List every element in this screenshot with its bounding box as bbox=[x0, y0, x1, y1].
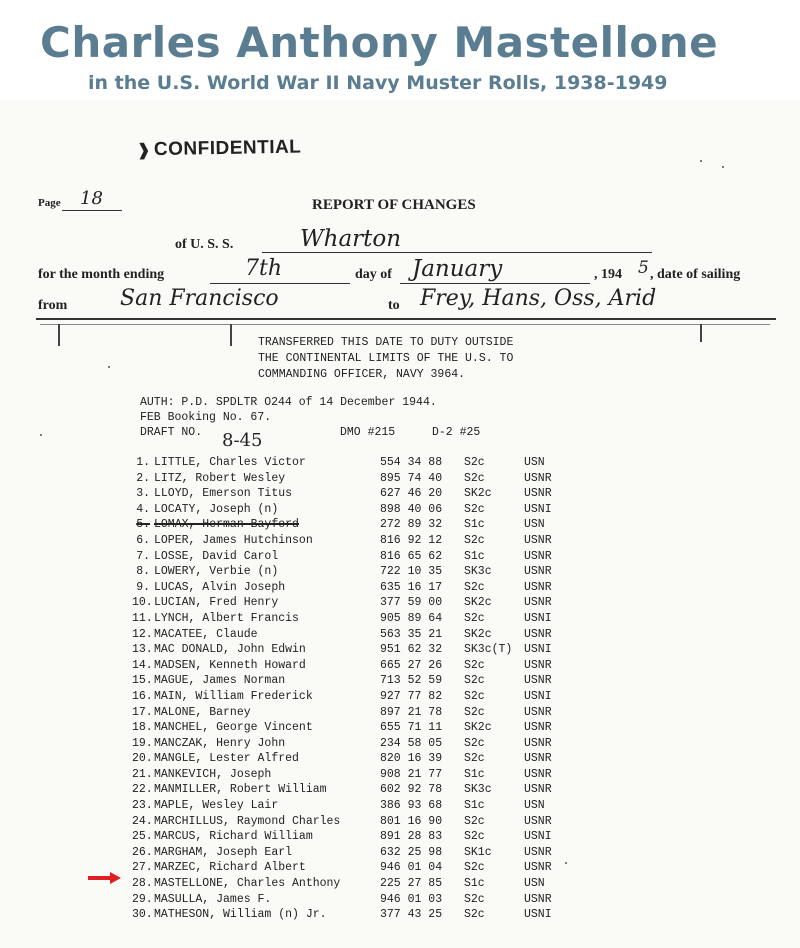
ship-value: Wharton bbox=[300, 226, 402, 252]
roster-row bbox=[132, 861, 592, 877]
draft-hand: 8-45 bbox=[222, 430, 263, 451]
draft-label: DRAFT NO. bbox=[140, 426, 203, 439]
roster-branch: USNR bbox=[524, 471, 552, 485]
year-prefix: , 194 bbox=[594, 267, 622, 282]
month-underline bbox=[400, 283, 590, 284]
roster-rate: S2c bbox=[464, 705, 485, 719]
roster-row bbox=[132, 674, 592, 690]
roster-row bbox=[132, 908, 592, 924]
roster-name: MATHESON, William (n) Jr. bbox=[154, 908, 327, 922]
roster-name: MAPLE, Wesley Lair bbox=[154, 799, 279, 813]
roster-name: MANKEVICH, Joseph bbox=[154, 767, 272, 781]
roster-num: 30. bbox=[132, 908, 153, 922]
roster-name: MANGLE, Lester Alfred bbox=[154, 752, 299, 766]
roster-name: MARCHILLUS, Raymond Charles bbox=[154, 814, 341, 828]
page-subtitle: in the U.S. World War II Navy Muster Rolls, 1938-1949 bbox=[88, 72, 668, 94]
roster-service-number: 234 58 05 bbox=[380, 736, 443, 750]
roster-name: LOSSE, David Carol bbox=[154, 549, 279, 563]
roster-num: 20. bbox=[132, 752, 153, 766]
roster-num: 11. bbox=[132, 611, 153, 625]
roster-service-number: 722 10 35 bbox=[380, 565, 443, 579]
roster-rate: S2c bbox=[464, 814, 485, 828]
roster-branch: USNR bbox=[524, 814, 552, 828]
roster-name: MARZEC, Richard Albert bbox=[154, 861, 306, 875]
roster-num: 21. bbox=[132, 767, 153, 781]
roster-service-number: 895 74 40 bbox=[380, 471, 443, 485]
roster-row bbox=[132, 877, 592, 893]
dmo-label: DMO #215 bbox=[340, 426, 396, 439]
red-arrow-icon bbox=[88, 871, 122, 885]
roster-branch: USNR bbox=[524, 487, 552, 501]
roster-branch: USNR bbox=[524, 658, 552, 672]
speck bbox=[40, 434, 42, 436]
roster-row bbox=[132, 565, 592, 581]
roster-rate: S2c bbox=[464, 908, 485, 922]
roster-service-number: 563 35 21 bbox=[380, 627, 443, 641]
roster-service-number: 713 52 59 bbox=[380, 674, 443, 688]
page-title: Charles Anthony Mastellone bbox=[40, 18, 719, 67]
roster-num: 1. bbox=[136, 456, 150, 469]
roster-num: 17. bbox=[132, 705, 153, 719]
roster-row bbox=[132, 487, 592, 503]
roster-row bbox=[132, 581, 592, 597]
roster-num: 19. bbox=[132, 736, 153, 750]
roster-name: LOWERY, Verbie (n) bbox=[154, 565, 279, 579]
roster-branch: USNR bbox=[524, 705, 552, 719]
roster-name: MALONE, Barney bbox=[154, 705, 251, 719]
roster-name: MANMILLER, Robert William bbox=[154, 783, 327, 797]
roster-num: 2. bbox=[136, 471, 150, 485]
roster-num: 13. bbox=[132, 643, 153, 657]
roster-name: LYNCH, Albert Francis bbox=[154, 611, 299, 625]
roster-row bbox=[132, 768, 592, 784]
month-value: January bbox=[412, 256, 503, 282]
roster-num: 22. bbox=[132, 783, 153, 797]
page-label: Page bbox=[38, 197, 61, 209]
roster-num: 23. bbox=[132, 799, 153, 813]
roster-service-number: 627 46 20 bbox=[380, 487, 443, 501]
feb-line: FEB Booking No. 67. bbox=[140, 411, 272, 424]
roster-branch: USNI bbox=[524, 830, 552, 844]
roster-rate: S2c bbox=[464, 502, 485, 516]
month-label: for the month ending bbox=[38, 267, 165, 282]
roster-name: MASTELLONE, Charles Anthony bbox=[154, 877, 341, 891]
roster-num: 12. bbox=[132, 627, 153, 641]
year-value: 5 bbox=[638, 258, 649, 278]
roster-branch: USNI bbox=[524, 908, 552, 922]
roster-name: LUCAS, Alvin Joseph bbox=[154, 580, 286, 594]
to-label: to bbox=[388, 298, 400, 313]
roster-rate: S2c bbox=[464, 611, 485, 625]
roster-service-number: 554 34 88 bbox=[380, 456, 443, 469]
roster-row bbox=[132, 690, 592, 706]
roster-service-number: 632 25 98 bbox=[380, 845, 443, 859]
roster-row bbox=[132, 659, 592, 675]
roster-row bbox=[132, 752, 592, 768]
roster-branch: USNR bbox=[524, 752, 552, 766]
roster-branch: USNR bbox=[524, 565, 552, 579]
roster-branch: USNI bbox=[524, 643, 552, 657]
roster-rate: S1c bbox=[464, 799, 485, 813]
day-value: 7th bbox=[245, 256, 283, 281]
roster-service-number: 927 77 82 bbox=[380, 689, 443, 703]
roster-rate: S2c bbox=[464, 736, 485, 750]
roster-name: MAGUE, James Norman bbox=[154, 674, 286, 688]
roster-row bbox=[132, 518, 592, 534]
roster-service-number: 816 92 12 bbox=[380, 533, 443, 547]
roster-num: 6. bbox=[136, 533, 150, 547]
roster-service-number: 272 89 32 bbox=[380, 518, 443, 532]
roster-service-number: 898 40 06 bbox=[380, 502, 443, 516]
roster-branch: USNR bbox=[524, 533, 552, 547]
roster-branch: USNI bbox=[524, 689, 552, 703]
transfer-line-3: COMMANDING OFFICER, NAVY 3964. bbox=[258, 368, 466, 381]
roster-list bbox=[132, 456, 592, 924]
roster-branch: USNR bbox=[524, 783, 552, 797]
roster-row bbox=[132, 893, 592, 909]
roster-service-number: 820 16 39 bbox=[380, 752, 443, 766]
roster-name: LOCATY, Joseph (n) bbox=[154, 502, 279, 516]
roster-service-number: 946 01 03 bbox=[380, 892, 443, 906]
roster-row bbox=[132, 550, 592, 566]
roster-rate: S2c bbox=[464, 892, 485, 906]
report-title: REPORT OF CHANGES bbox=[312, 197, 476, 213]
speck bbox=[700, 160, 702, 162]
roster-branch: USNR bbox=[524, 861, 552, 875]
roster-name: MARGHAM, Joseph Earl bbox=[154, 845, 293, 859]
roster-rate: S2c bbox=[464, 471, 485, 485]
roster-row bbox=[132, 799, 592, 815]
roster-row bbox=[132, 503, 592, 519]
roster-branch: USNI bbox=[524, 611, 552, 625]
roster-row bbox=[132, 706, 592, 722]
roster-branch: USNR bbox=[524, 845, 552, 859]
roster-num: 10. bbox=[132, 596, 153, 610]
roster-num: 29. bbox=[132, 892, 153, 906]
roster-rate: S2c bbox=[464, 580, 485, 594]
roster-row bbox=[132, 456, 592, 472]
roster-branch: USNR bbox=[524, 549, 552, 563]
d2-label: D-2 #25 bbox=[432, 426, 481, 439]
roster-rate: SK2c bbox=[464, 487, 492, 501]
roster-rate: S2c bbox=[464, 456, 485, 469]
roster-service-number: 891 28 83 bbox=[380, 830, 443, 844]
roster-rate: SK3c bbox=[464, 565, 492, 579]
roster-service-number: 377 59 00 bbox=[380, 596, 443, 610]
roster-service-number: 377 43 25 bbox=[380, 908, 443, 922]
auth-line: AUTH: P.D. SPDLTR O244 of 14 December 1944. bbox=[140, 396, 437, 409]
roster-row bbox=[132, 846, 592, 862]
roster-rate: SK2c bbox=[464, 721, 492, 735]
page-underline bbox=[62, 210, 122, 211]
roster-rate: S2c bbox=[464, 752, 485, 766]
roster-name: MARCUS, Richard William bbox=[154, 830, 313, 844]
roster-num: 24. bbox=[132, 814, 153, 828]
roster-service-number: 951 62 32 bbox=[380, 643, 443, 657]
day-underline bbox=[210, 283, 350, 284]
roster-row bbox=[132, 737, 592, 753]
roster-num: 8. bbox=[136, 565, 150, 579]
roster-num: 26. bbox=[132, 845, 153, 859]
roster-name: LUCIAN, Fred Henry bbox=[154, 596, 279, 610]
speck bbox=[722, 166, 724, 168]
roster-num: 5. bbox=[136, 518, 150, 532]
roster-name: MADSEN, Kenneth Howard bbox=[154, 658, 306, 672]
roster-rate: S1c bbox=[464, 518, 485, 532]
roster-name: LITTLE, Charles Victor bbox=[154, 456, 306, 469]
roster-branch: USNR bbox=[524, 892, 552, 906]
roster-name: LOPER, James Hutchinson bbox=[154, 533, 313, 547]
roster-name: MACATEE, Claude bbox=[154, 627, 258, 641]
transfer-line-1: TRANSFERRED THIS DATE TO DUTY OUTSIDE bbox=[258, 336, 514, 349]
confidential-stamp: ❱ CONFIDENTIAL bbox=[137, 137, 302, 162]
roster-num: 27. bbox=[132, 861, 153, 875]
roster-rate: SK3c(T) bbox=[464, 643, 513, 657]
roster-branch: USN bbox=[524, 799, 545, 813]
transfer-line-2: THE CONTINENTAL LIMITS OF THE U.S. TO bbox=[258, 352, 514, 365]
roster-row bbox=[132, 628, 592, 644]
roster-row bbox=[132, 643, 592, 659]
roster-service-number: 946 01 04 bbox=[380, 861, 443, 875]
column-rule-left bbox=[58, 324, 60, 346]
roster-branch: USNR bbox=[524, 627, 552, 641]
roster-branch: USNR bbox=[524, 674, 552, 688]
roster-name: LITZ, Robert Wesley bbox=[154, 471, 286, 485]
roster-row bbox=[132, 830, 592, 846]
roster-service-number: 602 92 78 bbox=[380, 783, 443, 797]
page-value: 18 bbox=[80, 188, 103, 209]
roster-row bbox=[132, 534, 592, 550]
roster-branch: USNI bbox=[524, 502, 552, 516]
from-label: from bbox=[38, 298, 68, 313]
roster-branch: USNR bbox=[524, 721, 552, 735]
roster-service-number: 816 65 62 bbox=[380, 549, 443, 563]
ship-label: of U. S. S. bbox=[175, 237, 234, 252]
roster-service-number: 386 93 68 bbox=[380, 799, 443, 813]
roster-name: MAC DONALD, John Edwin bbox=[154, 643, 306, 657]
roster-service-number: 908 21 77 bbox=[380, 767, 443, 781]
roster-branch: USNR bbox=[524, 596, 552, 610]
roster-service-number: 801 16 90 bbox=[380, 814, 443, 828]
roster-rate: S1c bbox=[464, 877, 485, 891]
roster-rate: S1c bbox=[464, 767, 485, 781]
roster-service-number: 665 27 26 bbox=[380, 658, 443, 672]
roster-rate: S2c bbox=[464, 674, 485, 688]
roster-rate: S1c bbox=[464, 549, 485, 563]
roster-row bbox=[132, 612, 592, 628]
column-rule-right bbox=[700, 324, 702, 342]
roster-branch: USNR bbox=[524, 736, 552, 750]
roster-name: MANCZAK, Henry John bbox=[154, 736, 286, 750]
roster-name: LOMAX, Herman Bayford bbox=[154, 518, 299, 532]
roster-name: MAIN, William Frederick bbox=[154, 689, 313, 703]
roster-rate: S2c bbox=[464, 830, 485, 844]
roster-branch: USN bbox=[524, 456, 545, 469]
roster-rate: SK2c bbox=[464, 627, 492, 641]
roster-num: 14. bbox=[132, 658, 153, 672]
roster-service-number: 905 89 64 bbox=[380, 611, 443, 625]
day-label: day of bbox=[355, 267, 392, 282]
roster-rate: S2c bbox=[464, 658, 485, 672]
header-rule bbox=[36, 318, 776, 320]
to-value: Frey, Hans, Oss, Arid bbox=[420, 286, 657, 311]
roster-num: 4. bbox=[136, 502, 150, 516]
roster-row bbox=[132, 472, 592, 488]
from-value: San Francisco bbox=[120, 286, 279, 311]
roster-row bbox=[132, 721, 592, 737]
roster-num: 15. bbox=[132, 674, 153, 688]
roster-num: 9. bbox=[136, 580, 150, 594]
roster-rate: S2c bbox=[464, 533, 485, 547]
roster-num: 18. bbox=[132, 721, 153, 735]
roster-rate: SK3c bbox=[464, 783, 492, 797]
roster-num: 3. bbox=[136, 487, 150, 501]
column-rule-mid bbox=[230, 324, 232, 346]
roster-num: 16. bbox=[132, 689, 153, 703]
roster-branch: USNR bbox=[524, 767, 552, 781]
roster-rate: S2c bbox=[464, 861, 485, 875]
sailing-label: , date of sailing bbox=[650, 267, 741, 282]
roster-branch: USNR bbox=[524, 580, 552, 594]
roster-row bbox=[132, 783, 592, 799]
roster-num: 28. bbox=[132, 877, 153, 891]
roster-rate: S2c bbox=[464, 689, 485, 703]
roster-rate: SK1c bbox=[464, 845, 492, 859]
roster-branch: USN bbox=[524, 518, 545, 532]
roster-service-number: 897 21 78 bbox=[380, 705, 443, 719]
roster-service-number: 655 71 11 bbox=[380, 721, 443, 735]
roster-service-number: 635 16 17 bbox=[380, 580, 443, 594]
roster-name: MASULLA, James F. bbox=[154, 892, 272, 906]
roster-row bbox=[132, 596, 592, 612]
header-rule-2 bbox=[40, 324, 770, 325]
roster-rate: SK2c bbox=[464, 596, 492, 610]
speck bbox=[108, 366, 110, 368]
roster-num: 7. bbox=[136, 549, 150, 563]
roster-row bbox=[132, 815, 592, 831]
roster-service-number: 225 27 85 bbox=[380, 877, 443, 891]
roster-name: MANCHEL, George Vincent bbox=[154, 721, 313, 735]
ship-underline bbox=[262, 252, 652, 253]
roster-branch: USN bbox=[524, 877, 545, 891]
roster-num: 25. bbox=[132, 830, 153, 844]
roster-name: LLOYD, Emerson Titus bbox=[154, 487, 293, 501]
